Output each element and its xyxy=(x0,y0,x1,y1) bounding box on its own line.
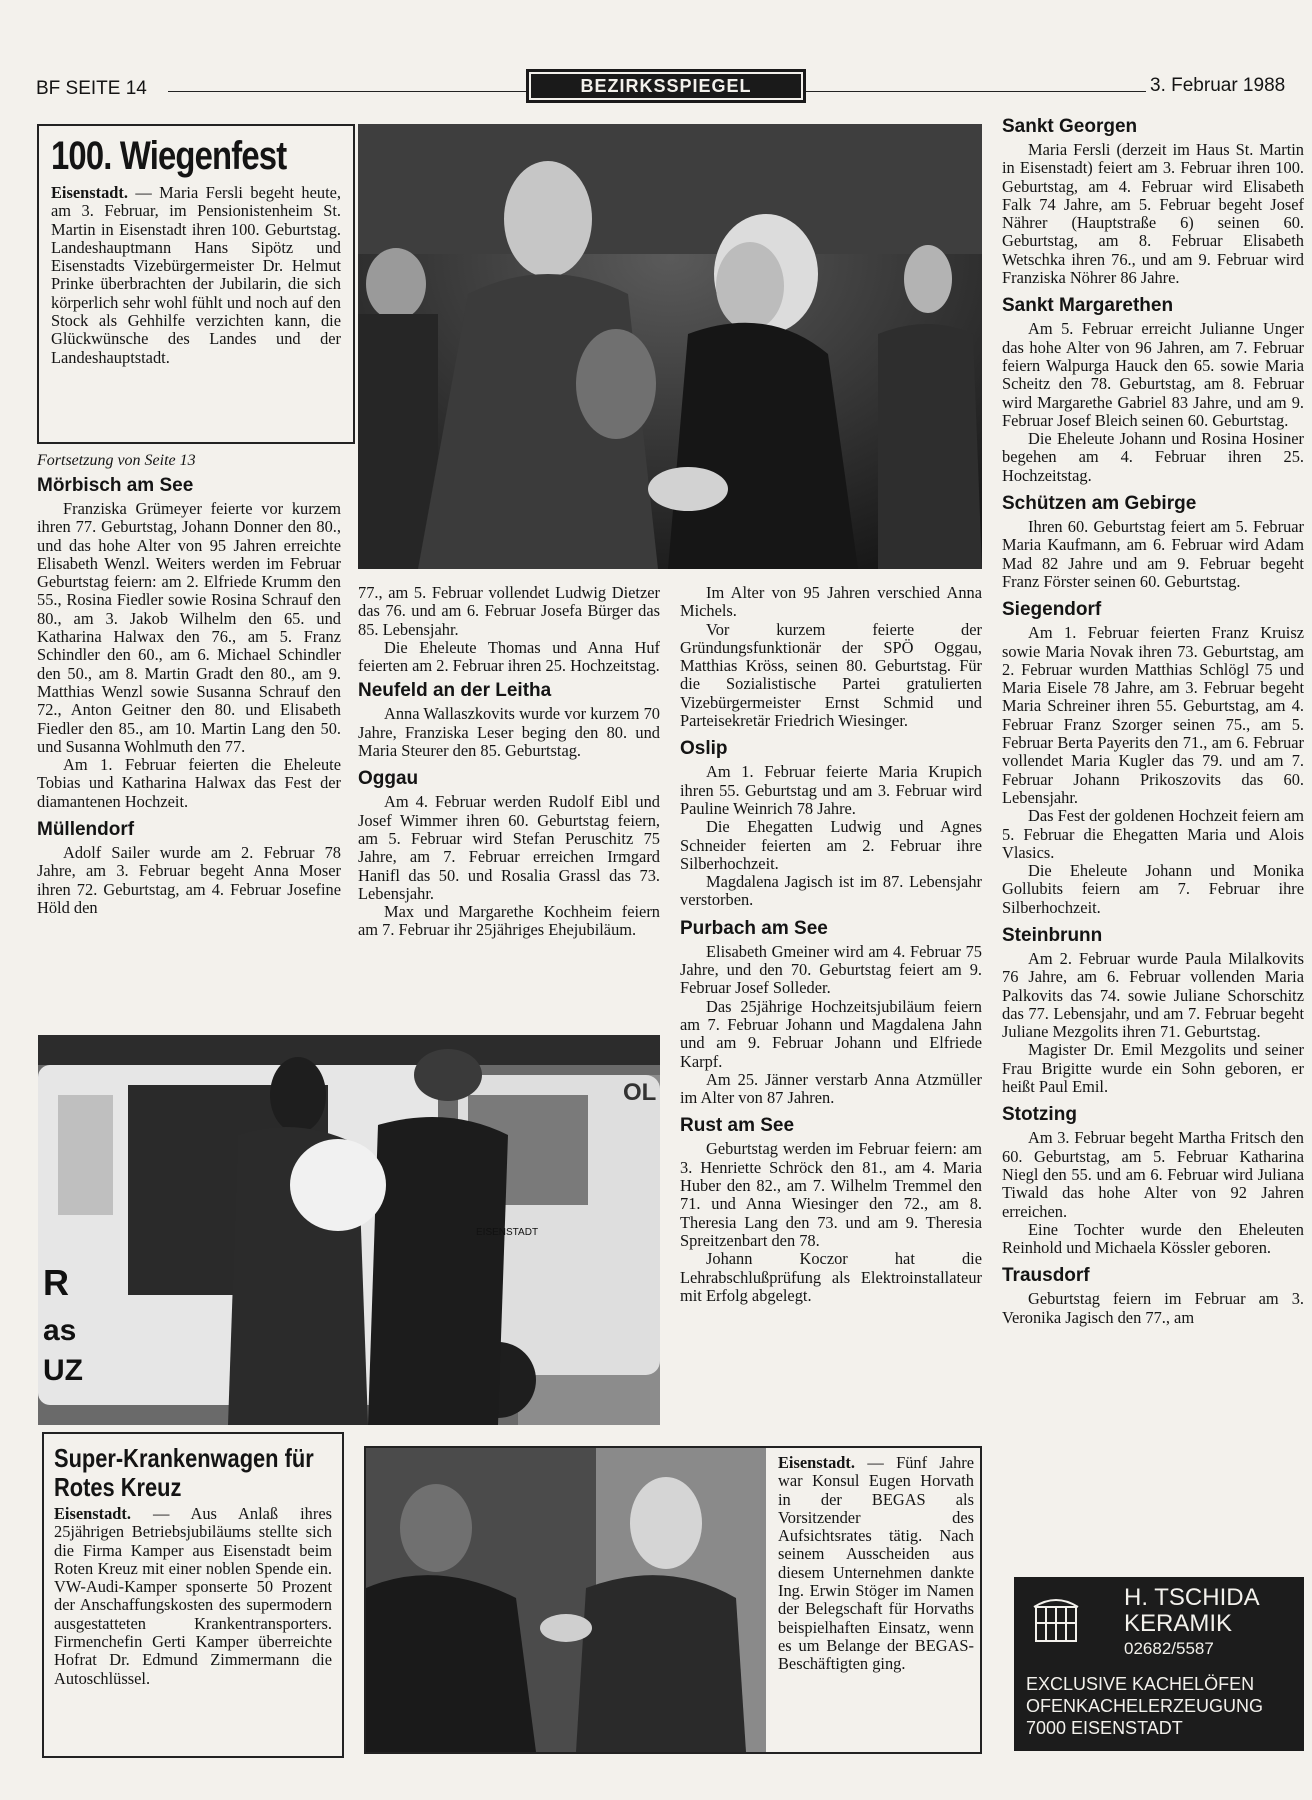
krankenwagen-location: Eisenstadt. xyxy=(54,1504,131,1523)
section-body xyxy=(37,844,341,917)
column-2-lead2: Die Eheleute Thomas und Anna Huf feierten am 2. Februar ihren 25. Hochzeitstag. xyxy=(358,637,660,676)
section-heading: Müllendorf xyxy=(37,819,135,841)
ad-line-1: EXCLUSIVE KACHELÖFEN xyxy=(1026,1674,1255,1694)
ad-tschida-keramik xyxy=(1014,1577,1304,1751)
section-body xyxy=(1002,518,1304,591)
section-body xyxy=(37,500,341,811)
tiled-stove-icon xyxy=(1028,1593,1086,1645)
paragraph: Am 2. Februar wurde Paula Milalkovits 76 Jahre, am 6. Februar vollenden Maria Palkovits das 74. sowie Juliane Schorschitz das 77. Lebensjahr, und am 7. Februar begeht Juliane Mezgolits ihren 71. Geburtstag. xyxy=(1002,948,1304,1042)
section-body xyxy=(1002,624,1304,917)
paragraph: Die Eheleute Johann und Rosina Hosiner begehen am 4. Februar ihren 25. Hochzeitstag. xyxy=(1002,429,1304,485)
van-lettering-town: EISENSTADT xyxy=(476,1227,539,1238)
section-heading: Schützen am Gebirge xyxy=(1002,493,1197,515)
paragraph: Adolf Sailer wurde am 2. Februar 78 Jahre, am 3. Februar begeht Anna Moser ihren 72. Geburtstag, am 4. Februar Josefine Höld den xyxy=(37,843,341,917)
paragraph: Maria Fersli (derzeit im Haus St. Martin in Eisenstadt) feiert am 3. Februar ihren 100. Geburtstag, am 4. Februar wird Elisabeth Falk 74 Jahre, am 5. Februar begeht Josef Nährer (Hauptstraße 6) seinen 60. Geburtstag, am 8. Februar Elisabeth Wetschka ihren 76., und am 9. Februar wird Franziska Nöhrer 86 Jahre. xyxy=(1002,140,1304,288)
begas-body: — Fünf Jahre war Konsul Eugen Horvath in der BEGAS als Vorsitzender des Aufsichtsrates tätig. Nach seinem Ausscheiden aus diesem Unternehmen dankte Ing. Erwin Stöger im Namen der Belegschaft für Horvaths beispielhaften Einsatz, wenn es um Belange der BEGAS-Beschäftigten ging. xyxy=(778,1453,974,1674)
section-body xyxy=(680,763,982,909)
paragraph: Das 25jährige Hochzeitsjubiläum feiern am 7. Februar Johann und Magdalena Jahn und am 9. Februar Johann und Elfriede Karpf. xyxy=(680,996,982,1071)
section-heading: Steinbrunn xyxy=(1002,924,1103,946)
photo-birthday-scene xyxy=(358,124,982,569)
krankenwagen-title: Super-Krankenwagen für Rotes Kreuz xyxy=(54,1443,314,1502)
wiegenfest-box xyxy=(37,124,355,444)
paragraph: Johann Koczor hat die Lehrabschlußprüfung als Elektroinstallateur mit Erfolg abgelegt. xyxy=(680,1249,982,1305)
column-2-lead: 77., am 5. Februar vollendet Ludwig Dietzer das 76. und am 6. Februar Josefa Bürger das 85. Lebensjahr. xyxy=(358,583,660,639)
begas-location: Eisenstadt. xyxy=(778,1453,855,1472)
photo-ambulance xyxy=(38,1035,660,1425)
paragraph: Am 1. Februar feierten Franz Kruisz sowie Maria Novak ihren 73. Geburtstag, am 2. Februar wurden Matthias Schlögl 75 und Maria Eisele 78 Jahre, am 3. Februar begeht Maria Schreiner ihren 55. Geburtstag, am 4. Februar Franz Szorger seinen 75., am 5. Februar Berta Payerits den 71., am 6. Februar vollendet Maria Kugler das 79. und am 7. Februar Johann Prikoszovits das 60. Lebensjahr. xyxy=(1002,623,1304,807)
van-lettering-ol: OL xyxy=(623,1079,657,1106)
krankenwagen-box xyxy=(42,1432,344,1758)
column-3-lead2: Vor kurzem feierte der Gründungsfunktionär der SPÖ Oggau, Matthias Kröss, seinen 80. Geburtstag. Für die Sozialistische Partei gratulierten Vizebürgermeister Ernst Schmid und Parteisekretär Friedrich Wiesinger. xyxy=(680,619,982,731)
photo-ambulance-scene xyxy=(38,1035,660,1425)
ad-company-subtitle: KERAMIK xyxy=(1124,1610,1233,1637)
ad-line-3: 7000 EISENSTADT xyxy=(1026,1718,1183,1738)
paragraph: Das Fest der goldenen Hochzeit feiern am 5. Februar die Ehegatten Maria und Alois Vlasics. xyxy=(1002,806,1304,862)
section-heading: Stotzing xyxy=(1002,1104,1077,1126)
issue-date: 3. Februar 1988 xyxy=(1150,75,1286,96)
header-rule-right xyxy=(806,91,1146,92)
section-body xyxy=(1002,141,1304,287)
paragraph: Am 1. Februar feierte Maria Krupich ihren 55. Geburtstag und am 3. Februar wird Pauline Weinrich 78 Jahre. xyxy=(680,762,982,818)
column-2 xyxy=(358,584,660,948)
column-4-articles xyxy=(1002,116,1304,1327)
section-heading: Neufeld an der Leitha xyxy=(358,680,552,702)
paragraph: Am 4. Februar werden Rudolf Eibl und Josef Wimmer ihren 60. Geburtstag feiern, am 5. Februar wird Stefan Peruschitz 75 Jahre, am 7. Februar erreichen Irmgard Hanifl das 50. und Rosalia Grassl das 73. Lebensjahr. xyxy=(358,792,660,903)
section-body xyxy=(1002,320,1304,485)
section-body xyxy=(680,943,982,1108)
column-2-articles xyxy=(358,680,660,939)
paragraph: Geburtstag werden im Februar feiern: am 3. Henriette Schröck den 81., am 4. Maria Huber den 82., am 7. Wilhelm Tremmel den 71. und Anna Wiesinger den 72., am 8. Theresia Lang den 73. und am 9. Theresia Spreitzenbart den 78. xyxy=(680,1139,982,1250)
section-heading: Rust am See xyxy=(680,1115,795,1137)
section-body xyxy=(1002,1129,1304,1257)
wiegenfest-title: 100. Wiegenfest xyxy=(51,134,287,178)
folio-left: BF SEITE 14 xyxy=(36,78,147,99)
begas-box xyxy=(364,1446,982,1754)
paragraph: Max und Margarethe Kochheim feiern am 7. Februar ihr 25jähriges Ehejubiläum. xyxy=(358,902,660,940)
van-lettering-r: R xyxy=(43,1262,69,1303)
section-body xyxy=(1002,950,1304,1096)
paragraph: Magdalena Jagisch ist im 87. Lebensjahr verstorben. xyxy=(680,872,982,910)
krankenwagen-text xyxy=(54,1505,332,1688)
photo-birthday-reception xyxy=(358,124,982,569)
paragraph: Die Eheleute Johann und Monika Gollubits feiern am 7. Februar ihre Silberhochzeit. xyxy=(1002,861,1304,917)
paragraph: Am 5. Februar erreicht Julianne Unger das hohe Alter von 96 Jahren, am 7. Februar feiern Walpurga Hauck den 65. sowie Maria Scheitz den 78. Geburtstag, am 8. Februar wird Margarethe Gabriel 83 Jahre, und am 9. Februar Josef Bleich seinen 60. Geburtstag. xyxy=(1002,319,1304,430)
header-rule-left xyxy=(168,91,526,92)
column-1-articles xyxy=(37,475,341,917)
paragraph: Die Ehegatten Ludwig und Agnes Schneider feierten am 2. Februar ihre Silberhochzeit. xyxy=(680,817,982,873)
paragraph: Magister Dr. Emil Mezgolits und seiner Frau Brigitte wurde ein Sohn geboren, er heißt Paul Emil. xyxy=(1002,1040,1304,1097)
section-title-label: BEZIRKSSPIEGEL xyxy=(531,74,801,98)
ad-phone: 02682/5587 xyxy=(1124,1639,1214,1658)
column-3-lead: Im Alter von 95 Jahren verschied Anna Michels. xyxy=(680,583,982,621)
column-4 xyxy=(1002,116,1304,1335)
column-3-articles xyxy=(680,738,982,1305)
continuation-note: Fortsetzung von Seite 13 xyxy=(37,452,196,469)
wiegenfest-location: Eisenstadt. xyxy=(51,183,128,202)
wiegenfest-text xyxy=(51,184,341,367)
paragraph: Anna Wallaszkovits wurde vor kurzem 70 Jahre, Franziska Leser beging den 80. und Maria Steurer den 85. Geburtstag. xyxy=(358,704,660,761)
van-lettering-uz: UZ xyxy=(43,1354,83,1387)
ad-line-2: OFENKACHELERZEUGUNG xyxy=(1026,1696,1264,1716)
photo-begas-scene xyxy=(366,1448,766,1752)
section-heading: Sankt Georgen xyxy=(1002,116,1138,137)
van-lettering-as: as xyxy=(43,1314,77,1347)
section-body xyxy=(358,793,660,939)
section-heading: Oslip xyxy=(680,738,728,760)
paragraph: Elisabeth Gmeiner wird am 4. Februar 75 Jahre, und den 70. Geburtstag feiert am 9. Februar Josef Solleder. xyxy=(680,941,982,998)
section-body xyxy=(680,1140,982,1305)
page-header xyxy=(0,0,1312,110)
paragraph: Franziska Grümeyer feierte vor kurzem ihren 77. Geburtstag, Johann Donner den 80., und das hohe Alter von 95 Jahren erreichte Elisabeth Wenzl. Weiters werden im Februar Geburtstag feiern: am 2. Elfriede Krumm den 55., Rosina Fiedler sowie Rosina Schrauf den 80., am 3. Jakob Wilhelm den 65. und Katharina Halwax den 76., am 5. Franz Schindler den 60., am 6. Michael Schindler den 50., am 8. Martin Gradt den 80., am 9. Matthias Wenzl sowie Susanna Schrauf den 72., Anton Geitner den 80. und Elisabeth Fiedler den 85., am 10. Martin Lang den 50. und Susanna Wohlmuth den 77. xyxy=(37,499,341,756)
section-body xyxy=(358,705,660,760)
photo-begas-handshake xyxy=(366,1448,766,1752)
column-3 xyxy=(680,584,982,1313)
paragraph: Am 3. Februar begeht Martha Fritsch den 60. Geburtstag, am 5. Februar Katharina Niegl den 55. und am 6. Februar wird Juliana Tiwald das hohe Alter von 92 Jahren erreichen. xyxy=(1002,1128,1304,1221)
section-heading: Purbach am See xyxy=(680,917,828,939)
ad-company-name: H. TSCHIDA xyxy=(1124,1584,1260,1611)
section-heading: Sankt Margarethen xyxy=(1002,295,1174,317)
section-heading: Siegendorf xyxy=(1002,599,1102,621)
paragraph: Am 1. Februar feierten die Eheleute Tobias und Katharina Halwax das Fest der diamantenen Hochzeit. xyxy=(37,755,341,811)
paragraph: Am 25. Jänner verstarb Anna Atzmüller im Alter von 87 Jahren. xyxy=(680,1069,982,1108)
paragraph: Eine Tochter wurde den Eheleuten Reinhold und Michaela Kössler geboren. xyxy=(1002,1219,1304,1258)
section-heading: Mörbisch am See xyxy=(37,475,194,496)
krankenwagen-body: — Aus Anlaß ihres 25jährigen Betriebsjubiläums stellte sich die Firma Kamper aus Eisenstadt beim Roten Kreuz mit einer noblen Spende ein. VW-Audi-Kamper sponserte 50 Prozent der Anschaffungskosten des supermodern ausgestatteten Krankentransporters. Firmenchefin Gerti Kamper überreichte Hofrat Dr. Edmund Zimmermann die Autoschlüssel. xyxy=(54,1504,332,1688)
section-heading: Oggau xyxy=(358,768,419,790)
column-1 xyxy=(37,452,341,925)
paragraph: Ihren 60. Geburtstag feiert am 5. Februar Maria Kaufmann, am 6. Februar wird Adam Mad 82 Jahre und am 9. Februar begeht Franz Förster seinen 60. Geburtstag. xyxy=(1002,517,1304,591)
section-title xyxy=(526,69,806,103)
wiegenfest-body: — Maria Fersli begeht heute, am 3. Februar, im Pensionistenheim St. Martin in Eisenstadt ihren 100. Geburtstag. Landeshauptmann Hans Sipötz und Eisenstadts Vizebürgermeister Dr. Helmut Prinke überbrachten der Jubilarin, die sich körperlich sehr wohl fühlt und noch auf den Stock als Gehhilfe verzichten kann, die Glückwünsche des Landes und der Landeshauptstadt. xyxy=(51,183,341,367)
section-heading: Trausdorf xyxy=(1002,1265,1090,1287)
section-body xyxy=(1002,1290,1304,1327)
paragraph: Geburtstag feiern im Februar am 3. Veronika Jagisch den 77., am xyxy=(1002,1289,1304,1327)
begas-text xyxy=(778,1454,974,1674)
